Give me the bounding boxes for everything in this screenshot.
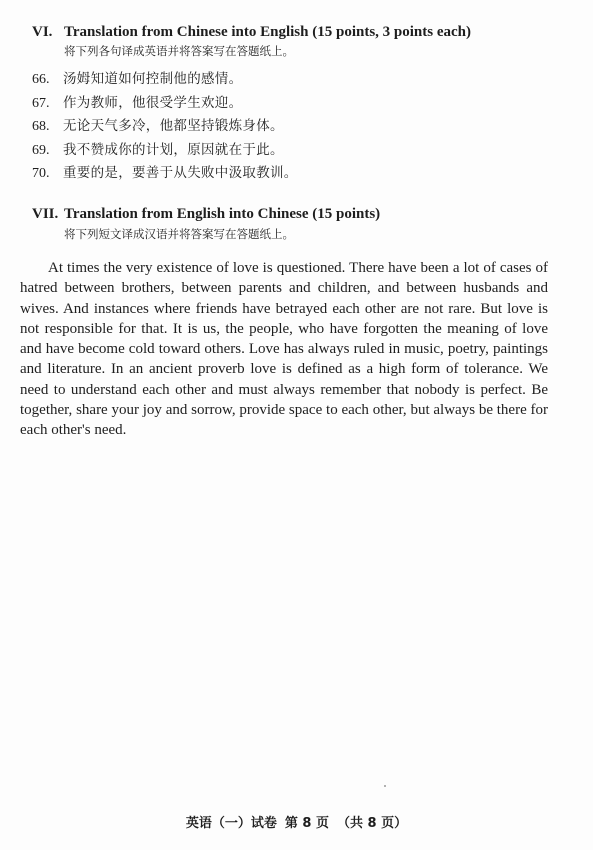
sentence-number: 68.: [32, 119, 50, 134]
sentence-number: 67.: [32, 95, 50, 111]
sentence-item-67: [32, 92, 298, 116]
scan-speck: [384, 785, 386, 787]
footer-total-pages: （共 8 页）: [337, 816, 408, 831]
section-vii-heading: [32, 206, 380, 223]
section-vi-instruction: 将下列各句译成英语并将答案写在答题纸上。: [64, 44, 294, 58]
sentence-item-70: [32, 162, 298, 186]
footer-subject: 英语（一）试卷: [185, 816, 277, 831]
footer-page-number: 第 8 页: [284, 816, 329, 831]
sentence-text: 重要的是，要善于从失败中汲取教训。: [63, 165, 298, 181]
sentence-item-68: [32, 115, 298, 139]
sentence-text: 作为教师，他很受学生欢迎。: [63, 94, 243, 111]
section-vii-roman: VII.: [32, 206, 59, 222]
section-vii-instruction: 将下列短文译成汉语并将答案写在答题纸上。: [64, 227, 294, 241]
section-vi-title: Translation from Chinese into English (15 points, 3 points each): [64, 24, 471, 40]
section-vi-heading: [32, 24, 471, 41]
sentence-item-69: [32, 139, 298, 163]
section-vi-roman: VI.: [32, 24, 53, 40]
sentence-list: [32, 68, 298, 186]
section-vii-title: Translation from English into Chinese (15 points): [64, 206, 381, 222]
sentence-text: 我不赞成你的计划，原因就在于此。: [63, 141, 284, 158]
sentence-text: 无论天气多冷，他都坚持锻炼身体。: [63, 118, 284, 134]
sentence-item-66: [32, 68, 298, 92]
translation-passage: At times the very existence of love is questioned. There have been a lot of cases of hatred between brothers, between parents and children, and between husbands and wives. And instances where friends have betrayed each other are not rare. But love is not responsible for that. It is us, the people, who have forgotten the meaning of love and have become cold toward others. Love has always ruled in music, poetry, paintings and literature. In an ancient proverb love is defined as a high form of tolerance. We need to understand each other and must always remember that nobody is perfect. Be together, share your joy and sorrow, provide space to each other, but always be there for each other's need.: [20, 260, 548, 439]
page-footer: [0, 812, 593, 831]
sentence-number: 66.: [32, 72, 50, 87]
sentence-number: 69.: [32, 142, 50, 158]
sentence-text: 汤姆知道如何控制他的感情。: [63, 71, 243, 87]
sentence-number: 70.: [32, 166, 50, 181]
